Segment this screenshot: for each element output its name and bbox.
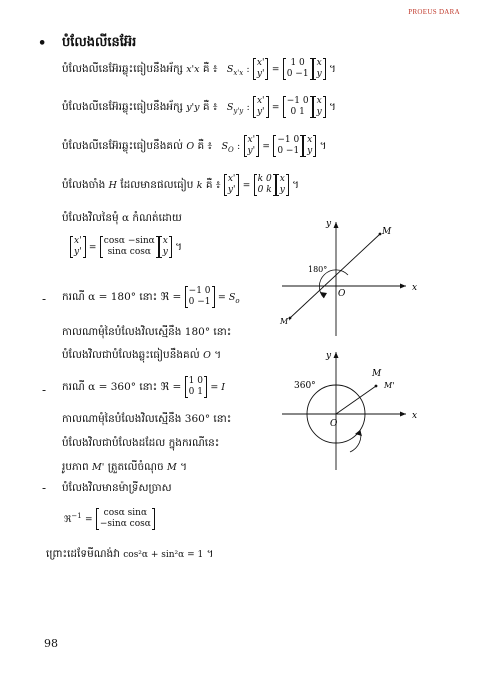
matrix: k 0 0 k <box>254 174 276 196</box>
identity-formula: cos²α + sin²α = 1 <box>123 550 204 560</box>
matrix: −1 0 0 −1 <box>185 286 215 308</box>
point-m <box>379 233 382 236</box>
section-title: បំលែងលីនេអ៊ែរ <box>62 35 137 50</box>
ratio-label: k <box>196 180 203 191</box>
lhs-vector: x' y' <box>253 96 269 118</box>
point-label: O <box>186 141 195 152</box>
case-180-desc-1: កាលណាមុំនៃបំលែងវិលស្មើនឹង 180° នោះ <box>62 326 232 338</box>
line-symmetry-y: បំលែងលីនេអ៊ែរឆ្លុះធៀបនឹងអ័ក្ស y'y គឺ ៖ $S_{y'y}$ : x' y' = −1 0 0 1 x y ។ <box>62 96 336 117</box>
x-axis-arrow <box>400 284 406 289</box>
text: បំលែងចាំង <box>62 179 106 191</box>
origin-label: O <box>330 419 338 429</box>
operator-name: H <box>108 180 117 191</box>
x-label: x <box>412 411 418 421</box>
result: = $S_o$ <box>217 292 240 305</box>
operator-name: $S_O$ <box>221 141 234 154</box>
determinant-line <box>46 548 214 563</box>
inverse-dash: - <box>42 481 47 495</box>
case-180-dash: - <box>42 292 47 306</box>
x-axis-arrow <box>400 412 406 417</box>
end-mark: ។ <box>329 63 336 75</box>
inverse-formula: ℜ$^{-1}$ = cosα sinα −sinα cosα <box>64 508 155 530</box>
rhs-vector: x y <box>159 236 172 258</box>
end-mark: ។ <box>206 548 214 560</box>
origin-label: O <box>338 289 346 299</box>
text: គឺ ៖ <box>205 179 221 191</box>
case-360-desc-2: បំលែងវិលជាបំលែងដដែល ក្នុងករណីនេះ <box>62 437 220 449</box>
lhs-vector: x' y' <box>244 135 260 157</box>
inverse-lhs: ℜ$^{-1}$ <box>64 512 82 525</box>
case-180-desc-2: បំលែងវិលជាបំលែងឆ្លុះធៀបនឹងគល់ O ។ <box>62 349 222 361</box>
line-symmetry-x: បំលែងលីនេអ៊ែរឆ្លុះធៀបនឹងអ័ក្ស x'x គឺ ៖ $S_{x'x}$ : x' y' = 1 0 0 −1 x y ។ <box>62 58 336 79</box>
case-360-formula <box>62 376 225 398</box>
lhs-vector: x' y' <box>70 236 86 258</box>
y-axis-arrow <box>334 352 339 358</box>
angle-arrow <box>320 292 327 298</box>
m-prime-label: M' <box>384 381 395 390</box>
end-mark: ។ <box>329 101 336 113</box>
text: បំលែងលីនេអ៊ែរឆ្លុះធៀបនឹងគល់ <box>62 140 184 152</box>
case-360-desc-1: កាលណាមុំនៃបំលែងវិលស្មើនឹង 360° នោះ <box>62 413 232 425</box>
figure-rotation-360 <box>276 346 416 476</box>
line-homothety: បំលែងចាំង H ដែលមានផលធៀប k គឺ ៖ x' y' = k 0 0 k x y ។ <box>62 174 300 195</box>
matrix: 1 0 0 −1 <box>283 58 313 80</box>
header-author: PROEUS DARA <box>408 8 460 16</box>
inverse-matrix: cosα sinα −sinα cosα <box>96 508 155 530</box>
rhs-vector: x y <box>303 135 316 157</box>
rhs-vector: x y <box>276 174 289 196</box>
text: ករណី α = 180° នោះ ℜ = <box>62 291 182 303</box>
y-axis-arrow <box>334 222 339 228</box>
colon: : <box>246 65 250 75</box>
angle-label: 360° <box>294 381 316 391</box>
case-360-dash: - <box>42 383 47 397</box>
axis-label: x'x <box>186 64 200 75</box>
rotation-formula: x' y' = cosα −sinα sinα cosα x y ។ <box>70 236 182 258</box>
text: គឺ ៖ <box>197 140 213 152</box>
figure-rotation-180 <box>276 212 416 342</box>
case-180-formula <box>62 286 240 308</box>
lhs-vector: x' y' <box>253 58 269 80</box>
angle-label: 180° <box>308 265 328 274</box>
lhs-vector: x' y' <box>224 174 240 196</box>
axis-label: y'y <box>186 102 200 113</box>
page-number: 98 <box>44 637 58 650</box>
m-prime-label: M' <box>280 317 291 326</box>
operator-name: $S_{x'x}$ <box>226 64 244 77</box>
end-mark: ។ <box>175 241 183 253</box>
rhs-vector: x y <box>313 58 326 80</box>
rhs-vector: x y <box>313 96 326 118</box>
colon: : <box>246 103 250 113</box>
line-rotation-intro: បំលែងវិលនៃមុំ α កំណត់ដោយ <box>62 212 182 224</box>
m-label: M <box>372 369 382 379</box>
matrix: −1 0 0 −1 <box>273 135 303 157</box>
point-m <box>375 385 378 388</box>
section-bullet: • <box>38 36 47 51</box>
operator-name: $S_{y'y}$ <box>226 102 244 115</box>
end-mark: ។ <box>319 140 327 152</box>
result: = I <box>210 382 226 393</box>
colon: : <box>237 142 241 152</box>
case-360-desc-3: រូបភាព M' ត្រួតលើចំណុច M ។ <box>62 461 187 473</box>
end-mark: ។ <box>292 179 300 191</box>
text: ព្រោះដេទែមីណង់វា <box>46 548 120 560</box>
line-symmetry-origin: បំលែងលីនេអ៊ែរឆ្លុះធៀបនឹងគល់ O គឺ ៖ $S_O$ : x' y' = −1 0 0 −1 x y ។ <box>62 135 327 156</box>
matrix: 1 0 0 1 <box>185 376 207 398</box>
y-label: y <box>326 219 332 229</box>
rotation-matrix: cosα −sinα sinα cosα <box>100 236 159 258</box>
text: ដែលមានផលធៀប <box>120 179 194 191</box>
inverse-intro: បំលែងវិលមានម៉ាទ្រីសច្រាស <box>62 482 172 494</box>
text: គឺ ៖ <box>202 63 218 75</box>
y-label: y <box>326 351 332 361</box>
text: បំលែងលីនេអ៊ែរឆ្លុះធៀបនឹងអ័ក្ស <box>62 63 183 75</box>
text: បំលែងលីនេអ៊ែរឆ្លុះធៀបនឹងអ័ក្ស <box>62 101 183 113</box>
text: ករណី α = 360° នោះ ℜ = <box>62 381 182 393</box>
m-label: M <box>382 227 392 237</box>
radius-om <box>336 386 376 414</box>
line-m-mprime <box>290 234 380 318</box>
text: គឺ ៖ <box>202 101 218 113</box>
matrix: −1 0 0 1 <box>283 96 313 118</box>
x-label: x <box>412 283 418 293</box>
